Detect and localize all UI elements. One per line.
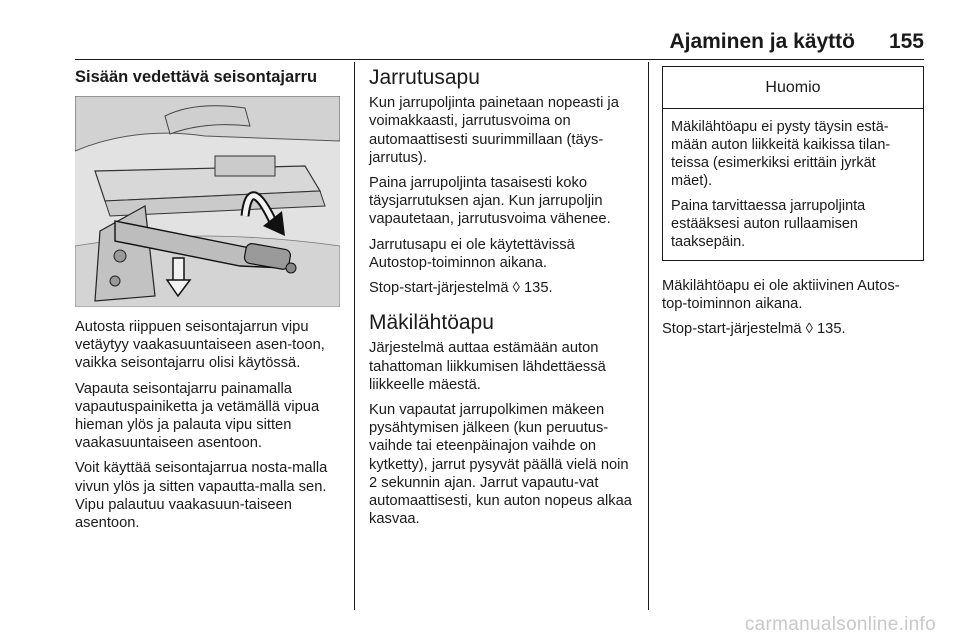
- paragraph: Vapauta seisontajarru painamalla vapautuspainiketta ja vetämällä vipua hieman ylös ja palauta vipu sitten vaakasuuntaiseen asentoon.: [75, 380, 320, 452]
- note-paragraph: Mäkilähtöapu ei pysty täysin estä-mään auton liikkeitä kaikissa tilan-teissa (esimerkiksi erittäin jyrkät mäet).: [671, 119, 891, 189]
- paragraph: Kun jarrupoljinta painetaan nopeasti ja voimakkaasti, jarrutusvoima on automaattisesti suurimmillaan (täys-jarrutus).: [369, 95, 619, 166]
- section-heading-brake-assist: Jarrutusapu: [369, 66, 480, 89]
- column-1-text: [75, 318, 350, 539]
- parking-brake-illustration: [75, 96, 340, 307]
- cross-reference[interactable]: Stop-start-järjestelmä ◊ 135.: [662, 321, 846, 338]
- caution-note-box: [662, 66, 924, 261]
- paragraph: Autosta riippuen seisontajarrun vipu vetäytyy vaakasuuntaiseen asen-toon, vaikka seisontajarru olisi käytössä.: [75, 319, 325, 372]
- parking-brake-drawing: [75, 96, 340, 307]
- column-1: [75, 62, 345, 88]
- watermark: carmanualsonline.info: [744, 614, 936, 635]
- section-heading-hill-start-assist: Mäkilähtöapu: [369, 311, 494, 335]
- cross-reference[interactable]: Stop-start-järjestelmä ◊ 135.: [369, 279, 553, 296]
- page-number: 155: [888, 30, 924, 53]
- paragraph: Kun vapautat jarrupolkimen mäkeen pysähtymisen jälkeen (kun peruutus-vaihde tai eteenpäinajon vaihde on kytketty), jarrut pysyvät päällä vielä noin 2 sekunnin ajan. Jarrut vapautu-vat automaattisesti, kun auton nopeus alkaa kasvaa.: [369, 401, 632, 528]
- column-3-text: [662, 277, 924, 339]
- column-3: [662, 62, 924, 346]
- note-title: Huomio: [663, 67, 923, 109]
- page-header-title: Ajaminen ja käyttö: [669, 30, 855, 53]
- column-2: [369, 62, 635, 535]
- paragraph: Mäkilähtöapu ei ole aktiivinen Autos-top-toiminnon aikana.: [662, 278, 900, 313]
- note-paragraph: Paina tarvittaessa jarrupoljinta estääksesi auton rullaamisen taaksepäin.: [671, 198, 866, 250]
- paragraph: Voit käyttää seisontajarrua nosta-malla vivun ylös ja sitten vapautta-malla sen. Vipu palautuu vaakasuun-taiseen asentoon.: [75, 460, 328, 532]
- paragraph: Järjestelmä auttaa estämään auton tahattoman liikkumisen lähdettäessä liikkeelle mäestä.: [369, 340, 606, 393]
- header-rule: [75, 59, 924, 60]
- note-body: [663, 109, 923, 260]
- column-divider-2: [648, 62, 649, 610]
- paragraph: Paina jarrupoljinta tasaisesti koko täysjarrutuksen ajan. Kun jarrupoljin vapautetaan, jarrutusvoima vähenee.: [369, 174, 611, 228]
- paragraph: Jarrutusapu ei ole käytettävissä Autostop-toiminnon aikana.: [369, 236, 575, 271]
- section-heading-parking-brake: Sisään vedettävä seisontajarru: [75, 68, 318, 86]
- column-divider-1: [354, 62, 355, 610]
